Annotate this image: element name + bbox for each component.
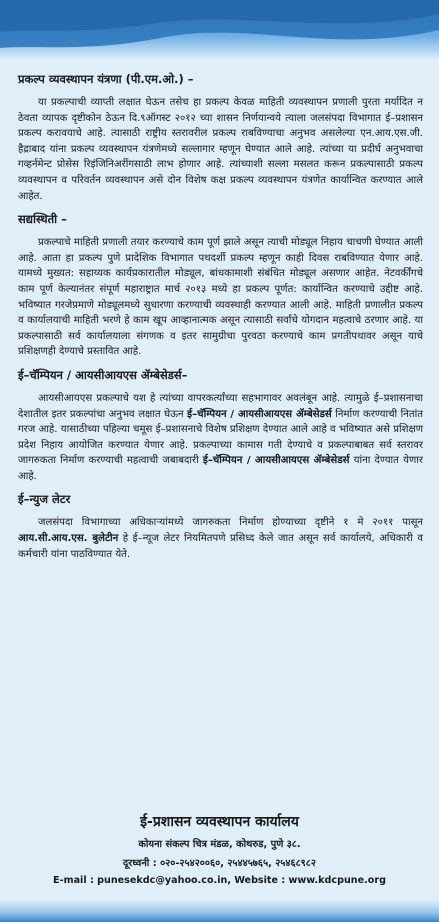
bottom-decorative-band xyxy=(0,900,439,922)
org-name: ई-प्रशासन व्यवस्थापन कार्यालय xyxy=(140,814,299,830)
body-bold-text: ई–चॅम्पियन / आयसीआयएस ॲम्बेसेडर्स xyxy=(202,455,350,467)
section-body xyxy=(18,391,423,485)
top-decorative-band xyxy=(0,0,439,60)
section-heading: ई–चॅम्पियन / आयसीआयएस ॲम्बेसेडर्स– xyxy=(18,367,188,382)
body-text: हे ई–न्यूज लेटर नियमितपणे प्रसिध्द केले जात असून सर्व कार्यालये, अधिकारी व कर्मचारी यांना पाठविण्यात येते. xyxy=(18,533,423,560)
section-body xyxy=(18,515,423,562)
address: कोयना संकल्प चित्र मंडळ, कोथरुड, पुणे ३८. xyxy=(138,839,301,850)
body-text: यांना देण्यात येणार आहे. xyxy=(18,455,424,482)
section-heading: ई–न्युज लेटर xyxy=(18,492,71,507)
main-content xyxy=(18,72,423,570)
phone-numbers: दूरध्वनी : ०२०-२५४२००६०, २५४४५७६५, २५४६८९८२ xyxy=(123,858,316,869)
body-text: आयसीआयएस प्रकल्पाचे यश हे त्यांच्या वापरकर्त्यांच्या सहभागावर अवलंबून आहे. त्यामुळे ई–प्रशासनाचा देशातील इतर प्रकल्पांचा अनुभव लक्षात घेऊन xyxy=(18,392,423,420)
section-pmo xyxy=(18,72,423,204)
wave-decoration xyxy=(0,0,439,60)
section-current-status xyxy=(18,212,423,360)
section-e-newsletter xyxy=(18,492,423,562)
body-text: निर्माण करण्याची नितांत गरज आहे. यासाठीच्या पहिल्या चमूस ई–प्रशासनाचे विशेष प्रशिक्षण देण्यात आले आहे व भविष्यात असे प्रशिक्षण प्रदेश निहाय आयोजित करण्यात येणार आहे. प्रकल्पाच्या कामास गती देण्याचे व प्रकल्पाबाबत सर्व स्तरावर जागरुकता निर्माण करण्याची महत्वाची जबाबदारी xyxy=(18,408,423,467)
body-bold-text: ई–चॅम्पियन / आयसीआयएस ॲम्बेसेडर्स xyxy=(187,408,332,420)
section-body: या प्रकल्पाची व्याप्ती लक्षात घेऊन तसेच हा प्रकल्प केवळ माहिती व्यवस्थापन प्रणाली पुरता मर्यादित न ठेवता व्यापक दृष्टीकोन ठेऊन दि.९ऑगस्ट २०१२ च्या शासन निर्णयान्वये त्याला जलसंपदा विभागात ई–प्रशासन प्रकल्प करावयाचे आहे. त्यासाठी राष्ट्रीय स्तरावरील प्रकल्प राबविण्याचा अनुभव असलेल्या एन.आय.एस.जी. हैद्राबाद यांना प्रकल्प व्यवस्थापन यंत्रणेमध्ये सल्लागार म्हणून घेण्यात आले आहे. त्यांच्या या प्रदीर्घ अनुभवाचा गव्हर्नमेन्ट प्रोसेस रिइंजिनिअरींगसाठी लाभ होणार आहे. त्यांच्याशी सल्ला मसलत करून प्रकल्पासाठी प्रकल्प व्यवस्थापन व परिवर्तन व्यवस्थापन असे दोन विशेष कक्ष प्रकल्प व्यवस्थापन यंत्रणेत कार्यान्वित करण्यात आले आहेत. xyxy=(18,97,423,202)
section-e-champion xyxy=(18,368,423,485)
section-body: प्रकल्पाचे माहिती प्रणाली तयार करण्याचे काम पूर्ण झाले असून त्याची मोड्यूल निहाय चाचणी घेण्यात आली आहे. आता हा प्रकल्प पुणे प्रादेशिक विभागात पथदर्शी प्रकल्प म्हणून काही दिवस राबविण्यात येणार आहे. यामध्ये मुख्यत: सहाय्यक कार्यप्रकारातील मोड्यूल, बांधकामाशी संबंधित मोड्यूल असणार आहेत. नेटवर्कींगचे काम पूर्ण केल्यानंतर संपूर्ण महाराष्ट्रात मार्च २०१३ मध्ये हा प्रकल्प पूर्णत: कार्यान्वित करण्याचे उद्दीष्ट आहे. भविष्यात गरजेप्रमाणे मोड्यूलमध्ये सुधारणा करण्याची व्यवस्थाही करण्यात आली आहे. माहिती प्रणालीत प्रकल्प व कार्यालयाची माहिती भरणे हे काम खूप आव्हानात्मक असून त्यासाठी सर्वांचे योगदान महत्वाचे ठरणार आहे. या प्रकल्पासाठी सर्व कार्यालयाला संगणक व इतर सामुग्रीचा पुरवठा करण्याचे काम प्रगतीपथावर असून याचे प्रशिक्षणही देण्याचे प्रस्तावित आहे. xyxy=(18,237,423,358)
footer-contact xyxy=(0,812,439,886)
body-text: जलसंपदा विभागाच्या अधिकाऱ्यांमध्ये जागरुकता निर्माण होण्याच्या दृष्टीने १ मे २०११ पासून xyxy=(38,517,423,529)
section-heading: सद्यस्थिती – xyxy=(18,212,67,227)
body-bold-text: आय.सी.आय.एस. बुलेटीन xyxy=(18,533,119,545)
section-heading: प्रकल्प व्यवस्थापन यंत्रणा (पी.एम.ओ.) – xyxy=(18,72,194,86)
email-website: E-mail : punesekdc@yahoo.co.in, Website : www.kdcpune.org xyxy=(53,875,386,886)
